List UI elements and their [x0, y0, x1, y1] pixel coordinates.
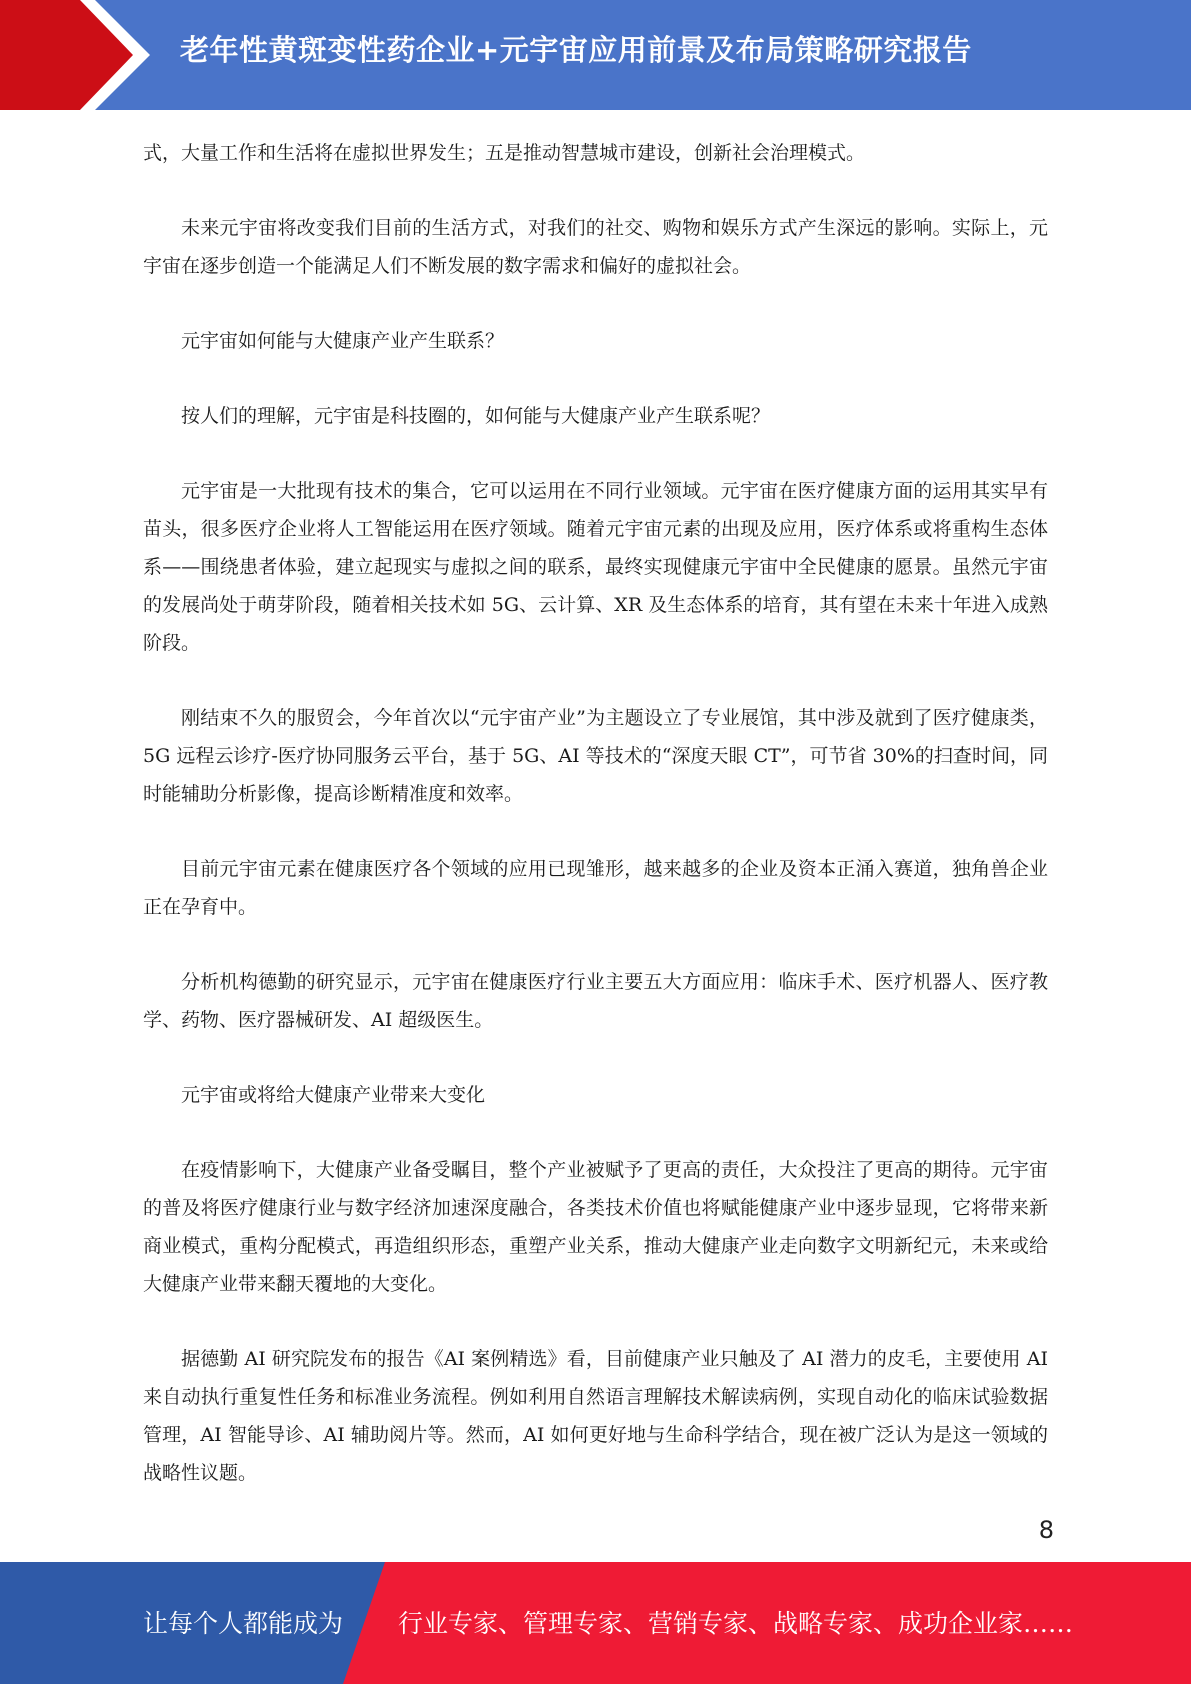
paragraph: 目前元宇宙元素在健康医疗各个领域的应用已现雏形，越来越多的企业及资本正涌入赛道，独角兽企业正在孕育中。 — [143, 858, 1048, 918]
paragraph: 分析机构德勤的研究显示，元宇宙在健康医疗行业主要五大方面应用：临床手术、医疗机器人、医疗教学、药物、医疗器械研发、AI 超级医生。 — [143, 971, 1048, 1031]
page-footer — [0, 1562, 1191, 1684]
paragraph: 刚结束不久的服贸会，今年首次以“元宇宙产业”为主题设立了专业展馆，其中涉及就到了医疗健康类，5G 远程云诊疗-医疗协同服务云平台，基于 5G、AI 等技术的“深度天眼 CT”，可节省 30%的扫查时间，同时能辅助分析影像，提高诊断精准度和效率。 — [143, 707, 1048, 805]
body-text — [143, 134, 1048, 1529]
paragraph: 在疫情影响下，大健康产业备受瞩目，整个产业被赋予了更高的责任，大众投注了更高的期待。元宇宙的普及将医疗健康行业与数字经济加速深度融合，各类技术价值也将赋能健康产业中逐步显现，它将带来新商业模式，重构分配模式，再造组织形态，重塑产业关系，推动大健康产业走向数字文明新纪元，未来或给大健康产业带来翻天覆地的大变化。 — [143, 1159, 1048, 1295]
paragraph: 按人们的理解，元宇宙是科技圈的，如何能与大健康产业产生联系呢？ — [181, 405, 771, 427]
paragraph: 据德勤 AI 研究院发布的报告《AI 案例精选》看，目前健康产业只触及了 AI 潜力的皮毛，主要使用 AI 来自动执行重复性任务和标准业务流程。例如利用自然语言理解技术解读病例，实现自动化的临床试验数据管理，AI 智能导诊、AI 辅助阅片等。然而，AI 如何更好地与生命科学结合，现在被广泛认为是这一领域的战略性议题。 — [143, 1348, 1048, 1484]
paragraph: 元宇宙是一大批现有技术的集合，它可以运用在不同行业领域。元宇宙在医疗健康方面的运用其实早有苗头，很多医疗企业将人工智能运用在医疗领域。随着元宇宙元素的出现及应用，医疗体系或将重构生态体系——围绕患者体验，建立起现实与虚拟之间的联系，最终实现健康元宇宙中全民健康的愿景。虽然元宇宙的发展尚处于萌芽阶段，随着相关技术如 5G、云计算、XR 及生态体系的培育，其有望在未来十年进入成熟阶段。 — [143, 480, 1048, 654]
document-title: 老年性黄斑变性药企业+元宇宙应用前景及布局策略研究报告 — [180, 33, 972, 67]
footer-slogan-left: 让每个人都能成为 — [143, 1609, 344, 1638]
section-heading: 元宇宙或将给大健康产业带来大变化 — [181, 1084, 486, 1106]
paragraph: 式，大量工作和生活将在虚拟世界发生；五是推动智慧城市建设，创新社会治理模式。 — [143, 142, 866, 164]
page-header — [0, 0, 1191, 110]
page-number: 8 — [1038, 1516, 1054, 1544]
footer-slogan-right: 行业专家、管理专家、营销专家、战略专家、成功企业家…… — [398, 1609, 1074, 1638]
section-heading: 元宇宙如何能与大健康产业产生联系？ — [181, 330, 505, 352]
paragraph: 未来元宇宙将改变我们目前的生活方式，对我们的社交、购物和娱乐方式产生深远的影响。实际上，元宇宙在逐步创造一个能满足人们不断发展的数字需求和偏好的虚拟社会。 — [143, 217, 1048, 277]
